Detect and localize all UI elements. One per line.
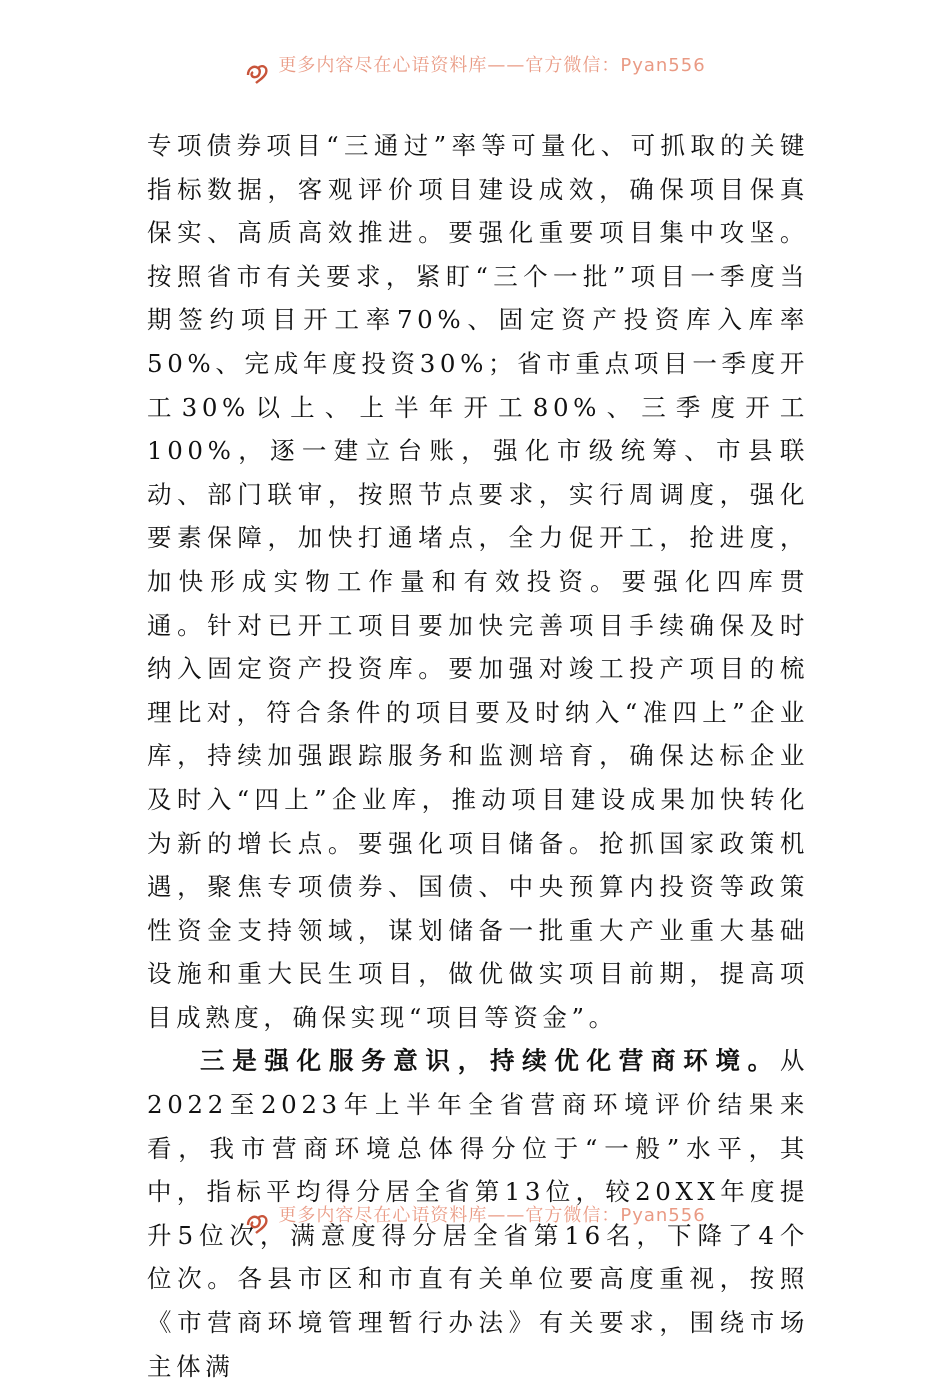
paragraph-2-text: 从2022至2023年上半年全省营商环境评价结果来看，我市营商环境总体得分位于“一般”水平，其中，指标平均得分居全省第13位，较20XX年度提升5位次，满意度得分居全省第16名，下降了4个位次。各县市区和市直有关单位要高度重视，按照《市营商环境管理暂行办法》有关要求，围绕市场主体满 xyxy=(147,1046,809,1381)
footer-watermark xyxy=(0,1202,950,1242)
watermark-logo-icon xyxy=(244,1209,270,1235)
header-watermark-text: 更多内容尽在心语资料库——官方微信：Pyan556 xyxy=(278,55,706,76)
document-body xyxy=(147,124,809,1388)
paragraph-1: 专项债券项目“三通过”率等可量化、可抓取的关键指标数据，客观评价项目建设成效，确保项目保真保实、高质高效推进。要强化重要项目集中攻坚。按照省市有关要求，紧盯“三个一批”项目一季度当期签约项目开工率70%、固定资产投资库入库率50%、完成年度投资30%；省市重点项目一季度开工30%以上、上半年开工80%、三季度开工100%，逐一建立台账，强化市级统筹、市县联动、部门联审，按照节点要求，实行周调度，强化要素保障，加快打通堵点，全力促开工，抢进度，加快形成实物工作量和有效投资。要强化四库贯通。针对已开工项目要加快完善项目手续确保及时纳入固定资产投资库。要加强对竣工投产项目的梳理比对，符合条件的项目要及时纳入“准四上”企业库，持续加强跟踪服务和监测培育，确保达标企业及时入“四上”企业库，推动项目建设成果加快转化为新的增长点。要强化项目储备。抢抓国家政策机遇，聚焦专项债券、国债、中央预算内投资等政策性资金支持领域，谋划储备一批重大产业重大基础设施和重大民生项目，做优做实项目前期，提高项目成熟度，确保实现“项目等资金”。 xyxy=(147,131,809,1032)
footer-watermark-text: 更多内容尽在心语资料库——官方微信：Pyan556 xyxy=(278,1205,706,1226)
header-watermark xyxy=(0,52,950,92)
paragraph-2-heading: 三是强化服务意识，持续优化营商环境。 xyxy=(200,1046,780,1076)
watermark-logo-icon xyxy=(244,59,270,85)
